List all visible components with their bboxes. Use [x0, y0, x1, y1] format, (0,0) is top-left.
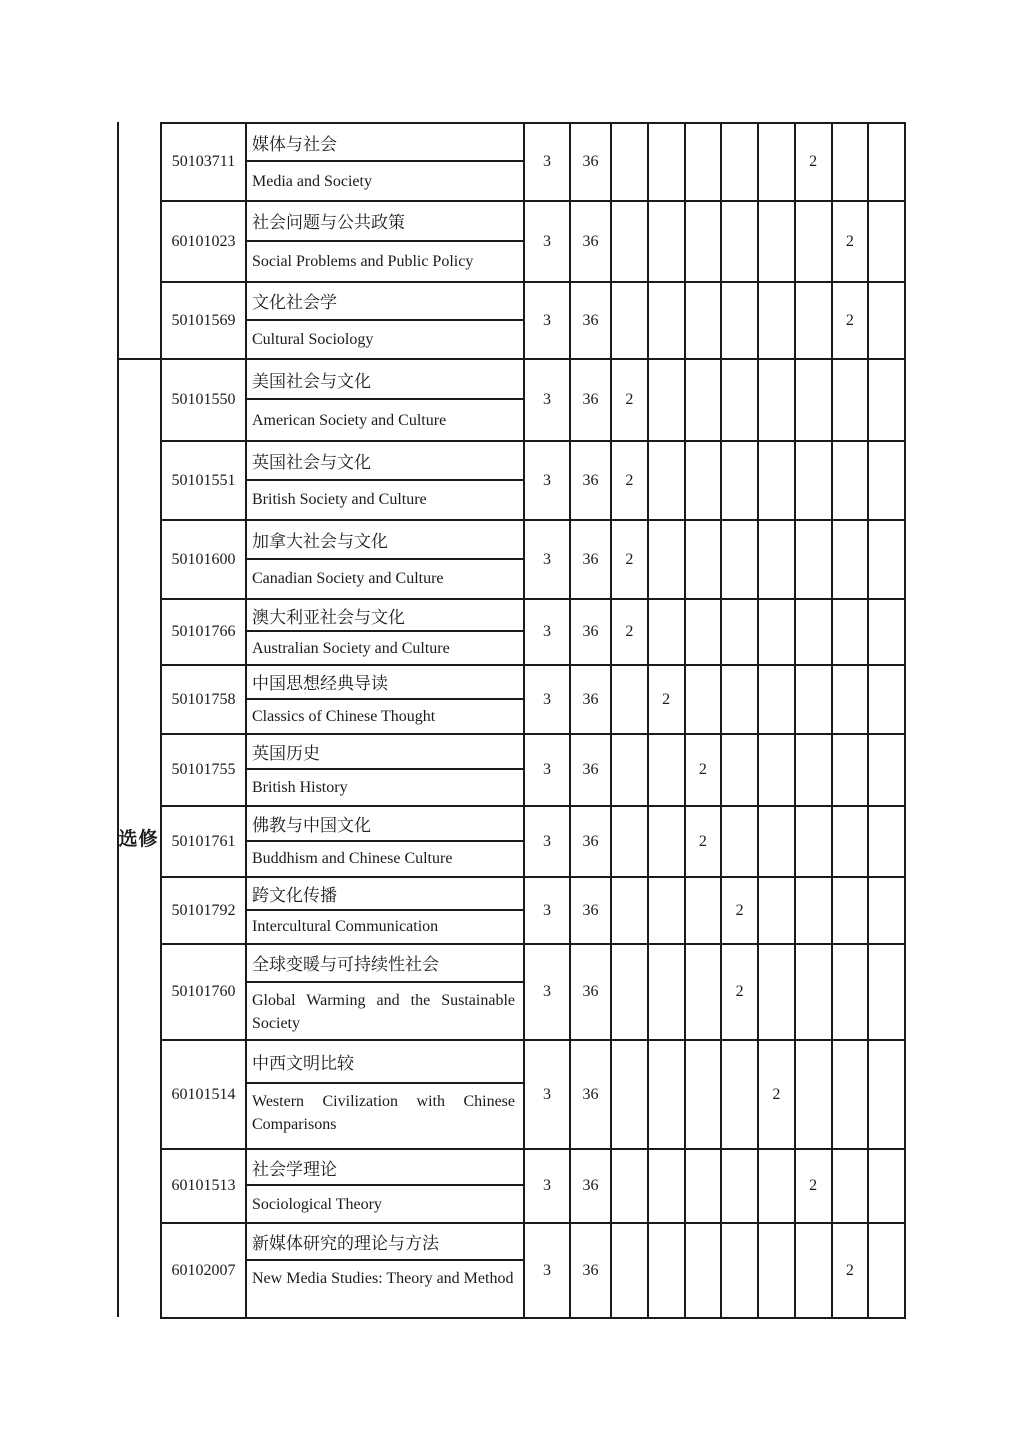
semester-cell: [869, 1150, 904, 1222]
course-name-cell: [247, 521, 525, 598]
semester-cell: [649, 283, 686, 358]
course-name-zh: 澳大利亚社会与文化: [247, 600, 523, 632]
table-row: [162, 124, 904, 202]
semester-mark-cell: 2: [612, 360, 649, 440]
semester-cell: [869, 124, 904, 200]
hours-cell: 36: [571, 735, 612, 805]
semester-cell: [759, 124, 796, 200]
course-name-cell: [247, 202, 525, 281]
semester-mark-cell: 2: [833, 202, 870, 281]
semester-cell: [686, 360, 723, 440]
hours-cell: 36: [571, 442, 612, 519]
semester-cell: [612, 1150, 649, 1222]
semester-cell: [686, 1041, 723, 1148]
semester-cell: [649, 878, 686, 943]
semester-cell: [833, 360, 870, 440]
semester-cell: [869, 600, 904, 664]
table-row: [162, 666, 904, 735]
course-name-zh: 加拿大社会与文化: [247, 521, 523, 560]
semester-cell: [833, 945, 870, 1039]
semester-cell: [686, 1150, 723, 1222]
credit-cell: 3: [525, 1224, 571, 1317]
semester-cell: [686, 878, 723, 943]
course-name-zh: 社会问题与公共政策: [247, 202, 523, 242]
course-name-cell: [247, 283, 525, 358]
semester-mark-cell: 2: [796, 1150, 833, 1222]
semester-cell: [649, 202, 686, 281]
course-name-en: Global Warming and the Sustainable Society: [252, 991, 515, 1032]
semester-mark-cell: 2: [759, 1041, 796, 1148]
semester-cell: [759, 360, 796, 440]
semester-cell: [796, 1224, 833, 1317]
course-name-en: American Society and Culture: [252, 411, 447, 429]
hours-cell: 36: [571, 124, 612, 200]
semester-cell: [833, 735, 870, 805]
semester-cell: [612, 945, 649, 1039]
course-name-en: Western Civilization with Chinese Comparisons: [252, 1092, 515, 1133]
hours-cell: 36: [571, 360, 612, 440]
table-row: [162, 1041, 904, 1150]
semester-cell: [796, 807, 833, 876]
course-name-cell: [247, 124, 525, 200]
semester-cell: [612, 124, 649, 200]
table-row: [162, 521, 904, 600]
course-name-en: Social Problems and Public Policy: [252, 252, 474, 270]
semester-cell: [612, 1224, 649, 1317]
semester-cell: [759, 807, 796, 876]
course-name-cell: [247, 600, 525, 664]
semester-cell: [612, 807, 649, 876]
semester-cell: [686, 666, 723, 733]
course-name-cell: [247, 878, 525, 943]
course-code-cell: 50101755: [162, 735, 247, 805]
semester-cell: [869, 1041, 904, 1148]
hours-cell: 36: [571, 1041, 612, 1148]
course-name-zh: 中国思想经典导读: [247, 666, 523, 700]
semester-cell: [833, 666, 870, 733]
course-name-zh: 佛教与中国文化: [247, 807, 523, 842]
semester-cell: [796, 521, 833, 598]
semester-cell: [869, 1224, 904, 1317]
hours-cell: 36: [571, 521, 612, 598]
table-row: [162, 945, 904, 1041]
course-name-zh: 跨文化传播: [247, 878, 523, 911]
semester-cell: [686, 1224, 723, 1317]
semester-cell: [796, 283, 833, 358]
semester-cell: [612, 878, 649, 943]
semester-cell: [833, 521, 870, 598]
semester-cell: [686, 442, 723, 519]
course-name-en: Classics of Chinese Thought: [252, 707, 436, 725]
table-row: [162, 1224, 904, 1317]
semester-cell: [686, 283, 723, 358]
semester-cell: [649, 442, 686, 519]
course-name-en: Media and Society: [252, 172, 372, 190]
semester-cell: [686, 600, 723, 664]
hours-cell: 36: [571, 878, 612, 943]
semester-cell: [759, 521, 796, 598]
course-name-zh: 全球变暖与可持续性社会: [247, 945, 523, 983]
semester-cell: [869, 807, 904, 876]
course-name-cell: [247, 360, 525, 440]
semester-cell: [649, 521, 686, 598]
course-code-cell: 60101514: [162, 1041, 247, 1148]
course-name-en: Canadian Society and Culture: [252, 570, 444, 588]
semester-cell: [722, 1224, 759, 1317]
course-code-cell: 50101792: [162, 878, 247, 943]
semester-cell: [612, 666, 649, 733]
table-row: [162, 283, 904, 360]
semester-cell: [686, 521, 723, 598]
credit-cell: 3: [525, 283, 571, 358]
semester-cell: [686, 945, 723, 1039]
semester-mark-cell: 2: [722, 945, 759, 1039]
semester-cell: [722, 124, 759, 200]
semester-cell: [796, 735, 833, 805]
group-label: 选修: [118, 829, 159, 850]
semester-mark-cell: 2: [612, 521, 649, 598]
course-name-en: Australian Society and Culture: [252, 639, 450, 657]
semester-cell: [686, 124, 723, 200]
hours-cell: 36: [571, 600, 612, 664]
course-name-en: British Society and Culture: [252, 491, 427, 509]
semester-cell: [649, 807, 686, 876]
credit-cell: 3: [525, 600, 571, 664]
course-name-zh: 新媒体研究的理论与方法: [247, 1224, 523, 1261]
table-row: [162, 1150, 904, 1224]
course-name-zh: 社会学理论: [247, 1150, 523, 1186]
hours-cell: 36: [571, 1224, 612, 1317]
semester-cell: [833, 124, 870, 200]
semester-cell: [796, 878, 833, 943]
semester-mark-cell: 2: [833, 283, 870, 358]
semester-cell: [796, 600, 833, 664]
semester-cell: [869, 666, 904, 733]
course-name-zh: 媒体与社会: [247, 124, 523, 162]
credit-cell: 3: [525, 666, 571, 733]
credit-cell: 3: [525, 945, 571, 1039]
semester-cell: [869, 878, 904, 943]
semester-cell: [759, 1150, 796, 1222]
semester-cell: [759, 442, 796, 519]
course-code-cell: 50101569: [162, 283, 247, 358]
table-row: [162, 878, 904, 945]
credit-cell: 3: [525, 202, 571, 281]
semester-cell: [612, 202, 649, 281]
semester-cell: [869, 283, 904, 358]
semester-mark-cell: 2: [686, 735, 723, 805]
course-code-cell: 60101513: [162, 1150, 247, 1222]
semester-cell: [833, 1041, 870, 1148]
semester-cell: [722, 807, 759, 876]
hours-cell: 36: [571, 202, 612, 281]
hours-cell: 36: [571, 283, 612, 358]
course-name-cell: [247, 945, 525, 1039]
semester-mark-cell: 2: [612, 442, 649, 519]
semester-mark-cell: 2: [649, 666, 686, 733]
semester-cell: [869, 442, 904, 519]
semester-cell: [649, 1224, 686, 1317]
semester-cell: [612, 1041, 649, 1148]
semester-cell: [722, 735, 759, 805]
semester-cell: [869, 945, 904, 1039]
credit-cell: 3: [525, 1041, 571, 1148]
course-name-en: Buddhism and Chinese Culture: [252, 850, 453, 868]
semester-cell: [833, 807, 870, 876]
course-code-cell: 50101550: [162, 360, 247, 440]
credit-cell: 3: [525, 521, 571, 598]
course-code-cell: 50101761: [162, 807, 247, 876]
course-code-cell: 50101600: [162, 521, 247, 598]
course-code-cell: 60101023: [162, 202, 247, 281]
semester-cell: [722, 360, 759, 440]
semester-cell: [722, 283, 759, 358]
semester-cell: [612, 283, 649, 358]
course-code-cell: 60102007: [162, 1224, 247, 1317]
semester-cell: [722, 1041, 759, 1148]
course-name-zh: 英国社会与文化: [247, 442, 523, 481]
semester-cell: [649, 945, 686, 1039]
semester-cell: [722, 1150, 759, 1222]
semester-cell: [833, 878, 870, 943]
course-name-cell: [247, 1224, 525, 1317]
course-code-cell: 50103711: [162, 124, 247, 200]
hours-cell: 36: [571, 666, 612, 733]
credit-cell: 3: [525, 735, 571, 805]
course-name-en: New Media Studies: Theory and Method: [252, 1270, 514, 1288]
semester-cell: [833, 442, 870, 519]
semester-mark-cell: 2: [833, 1224, 870, 1317]
course-code-cell: 50101551: [162, 442, 247, 519]
course-name-zh: 英国历史: [247, 735, 523, 770]
table-row: [162, 360, 904, 442]
semester-cell: [722, 202, 759, 281]
semester-cell: [722, 600, 759, 664]
course-name-cell: [247, 666, 525, 733]
course-code-cell: 50101766: [162, 600, 247, 664]
semester-cell: [759, 283, 796, 358]
table-row: [162, 735, 904, 807]
semester-cell: [759, 666, 796, 733]
course-code-cell: 50101758: [162, 666, 247, 733]
semester-mark-cell: 2: [796, 124, 833, 200]
semester-cell: [759, 878, 796, 943]
semester-cell: [796, 442, 833, 519]
semester-mark-cell: 2: [612, 600, 649, 664]
course-name-en: British History: [252, 779, 348, 796]
semester-mark-cell: 2: [686, 807, 723, 876]
course-name-en: Sociological Theory: [252, 1195, 382, 1213]
hours-cell: 36: [571, 1150, 612, 1222]
semester-cell: [649, 1041, 686, 1148]
table-row: [162, 807, 904, 878]
course-name-zh: 美国社会与文化: [247, 360, 523, 400]
semester-cell: [649, 360, 686, 440]
semester-cell: [869, 360, 904, 440]
semester-cell: [833, 600, 870, 664]
table-row: [162, 442, 904, 521]
semester-cell: [833, 1150, 870, 1222]
semester-cell: [759, 945, 796, 1039]
semester-cell: [869, 521, 904, 598]
semester-cell: [796, 945, 833, 1039]
course-name-zh: 中西文明比较: [247, 1041, 523, 1084]
semester-cell: [722, 442, 759, 519]
semester-cell: [759, 600, 796, 664]
credit-cell: 3: [525, 442, 571, 519]
semester-cell: [612, 735, 649, 805]
semester-cell: [722, 666, 759, 733]
semester-cell: [869, 202, 904, 281]
credit-cell: 3: [525, 124, 571, 200]
credit-cell: 3: [525, 807, 571, 876]
course-name-zh: 文化社会学: [247, 283, 523, 321]
course-name-cell: [247, 735, 525, 805]
table-row: [162, 600, 904, 666]
credit-cell: 3: [525, 1150, 571, 1222]
course-code-cell: 50101760: [162, 945, 247, 1039]
semester-cell: [649, 735, 686, 805]
course-name-cell: [247, 442, 525, 519]
semester-cell: [722, 521, 759, 598]
semester-cell: [759, 735, 796, 805]
semester-cell: [796, 1041, 833, 1148]
hours-cell: 36: [571, 807, 612, 876]
course-name-cell: [247, 807, 525, 876]
semester-mark-cell: 2: [722, 878, 759, 943]
semester-cell: [759, 202, 796, 281]
credit-cell: 3: [525, 360, 571, 440]
semester-cell: [796, 666, 833, 733]
semester-cell: [796, 202, 833, 281]
course-name-en: Intercultural Communication: [252, 918, 439, 936]
semester-cell: [796, 360, 833, 440]
course-name-cell: [247, 1041, 525, 1148]
table-row: [162, 202, 904, 283]
course-name-cell: [247, 1150, 525, 1222]
credit-cell: 3: [525, 878, 571, 943]
semester-cell: [759, 1224, 796, 1317]
course-name-en: Cultural Sociology: [252, 330, 374, 348]
semester-cell: [869, 735, 904, 805]
semester-cell: [649, 1150, 686, 1222]
semester-cell: [686, 202, 723, 281]
semester-cell: [649, 600, 686, 664]
hours-cell: 36: [571, 945, 612, 1039]
semester-cell: [649, 124, 686, 200]
table-body: [160, 122, 906, 1319]
